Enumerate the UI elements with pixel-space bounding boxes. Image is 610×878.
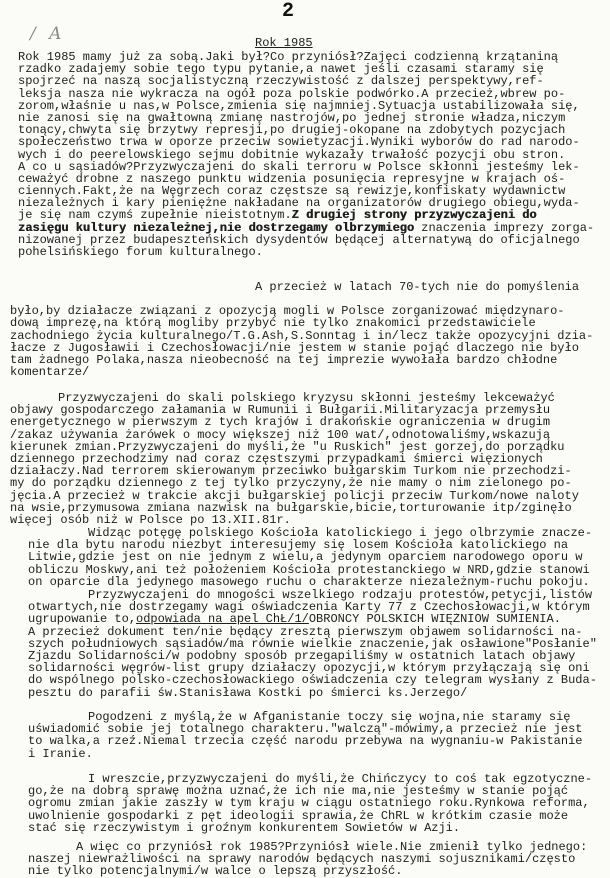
text-line: uświadomić sobie jej totalnego charakteru."walczą"-mówimy,a przecież nie jest: [28, 723, 583, 736]
text-line: do wspólnego polsko-czechosłowackiego oświadczenia czy telegram wysłany z Buda-: [28, 674, 597, 687]
text-line: niezależnych i kary pieniężne nakładane na organizatorów drugiego obiegu,wyda-: [18, 197, 580, 210]
text-line: komentarze/: [10, 366, 90, 379]
text-line: energetycznego w pierwszym z tych krajów i drakońskie ograniczenia w drugim: [10, 416, 551, 429]
text-line: /zakaz używania żarówek o mocy większej niż 100 wat/,odnotowaliśmy,wskazują: [10, 428, 551, 441]
paragraph: [10, 281, 610, 378]
page-title: Rok 1985: [255, 36, 313, 50]
text-line: I wreszcie,przyzwyczajeni do myśli,że Chińczycy to coś tak egzotyczne-: [88, 773, 593, 786]
emphasized-text: Z drugiej strony przyzwyczajeni do: [291, 209, 537, 222]
paragraph: [28, 773, 610, 834]
text-line: ciennych.Fakt,że na Węgrzech coraz częstsze są rewizje,konfiskaty wydawnictw: [18, 185, 566, 198]
text-line: my do porządku dziennego z tej tylko przyczyny,że nie mamy o nim zielonego po-: [10, 477, 572, 490]
text-line: było,by działacze związani z opozycją mogli w Polsce zorganizować międzynaro-: [10, 305, 565, 318]
text-line: nie zanosi się na gwałtowną zmianę nastrojów,po jednej stronie władza,niczym: [18, 111, 566, 125]
text-line: Pogodzeni z myślą,że w Afganistanie toczy się wojna,nie staramy się: [88, 711, 571, 724]
text-line: więcej osób niż w Polsce po 13.XII.81r.: [10, 513, 291, 527]
text-line: Zjazdu Solidarności/w podobny sposób przegapiliśmy w ostatnich latach objawy: [28, 649, 576, 663]
text-line: otwartych,nie dostrzegamy wagi oświadczenia Karty 77 z Czechosłowacji,w którym: [28, 601, 590, 614]
text-line: Przyzwyczajeni do mnogości wszelkiego rodzaju protestów,petycji,listów: [88, 589, 593, 602]
text-line: Litwie,gdzie jest on nie jednym z wielu,a jedynym oparciem narodowego oporu w: [28, 551, 583, 564]
text-line: nizowanej przez budapeszteńskich dysydentów będącej alternatywą do oficjalnego: [18, 233, 580, 246]
page-number: 2: [282, 0, 295, 23]
text-line: zorom,właśnie u nas,w Polsce,zmienia się najmniej.Sytuacja ustabilizowała się,: [18, 99, 580, 112]
text-line: nie dla bytu narodu niezbyt interesujemy się losem Kościoła katolickiego na: [28, 539, 569, 552]
text-line: Widząc potęgę polskiego Kościoła katolickiego i jego olbrzymie znacze-: [88, 527, 593, 540]
text-line: spojrzeć na naszą socjalistyczną rzeczywistość z dalszej perspektywy,ref-: [18, 75, 544, 88]
text-line: [28, 613, 610, 625]
text-line: tonący,chwyta się brzytwy represji,po drugiej-okopane na zdobytych pozycjach: [18, 124, 566, 137]
text-line: uwolnienie gospodarki z pęt ideologii sprawia,że ChRL w krótkim czasie może: [28, 809, 569, 822]
text-line: jęcia.A przecież w trakcie akcji bułgarskiej policji przeciw Turkom/nowe naloty: [10, 489, 579, 502]
handwritten-mark: / A: [30, 24, 66, 44]
text-line: kierunek zmian.Przyzwyczajeni do myśli,że "u Ruskich" jest gorzej,do porządku: [10, 440, 565, 453]
text-line: dziennego przechodzimy nad coraz częstszymi przypadkami śmierci więzionych: [10, 452, 543, 466]
text-line: łacze z Jugosławii i Czechosłowacji/nie jestem w stanie pojąć dlaczego nie było: [10, 341, 579, 354]
underlined-text: odpowiada na apel ChŁ/1/: [136, 613, 309, 626]
text-line: A przecież w latach 70-tych nie do pomyślenia: [255, 281, 580, 294]
text-line: on oparcie dla jedynego masowego ruchu o charakterze niezależnym-ruchu pokoju.: [28, 575, 590, 588]
text-line: stać się rzeczywistym i groźnym konkurentem Sowietów w Azji.: [28, 821, 461, 834]
text-line: obliczu Moskwy,ani też położeniem Kościoła protestanckiego w NRD,gdzie stanowi: [28, 563, 590, 576]
text-span: OBROŃCY POLSKICH WIĘŹNIÓW SUMIENIA.: [308, 613, 561, 626]
text-span: je się nam czymś zupełnie nieistotnym.: [18, 209, 292, 222]
text-line: [18, 209, 610, 221]
text-line: społeczeństwo trwa w oporze przeciw sowietyzacji.Wyniki wyborów do rad narodo-: [18, 136, 580, 149]
text-line: pesztu do parafii św.Stanisława Kostki po śmierci ks.Jerzego/: [28, 686, 468, 699]
text-line: to walka,a rzeź.Niemal trzecia część narodu przebywa na wygnaniu-w Pakistanie: [28, 735, 583, 748]
text-line: wych i do peerelowskiego sejmu dobitnie wykazały trwałość pozycji obu stron.: [18, 148, 566, 161]
text-line: ceważyć drobne z naszego punktu widzenia posunięcia represyjne w krajach oś-: [18, 172, 566, 186]
paragraph: [18, 51, 610, 258]
text-line: Rok 1985 mamy już za sobą.Jaki był?Co przyniósł?Zajęci codzienną krzątaniną: [18, 51, 559, 64]
text-line: tam żadnego Polaka,nasza nieobecność na tej imprezie wywołała bardzo chłodne: [10, 353, 558, 367]
text-line: A więc co przyniósł rok 1985?Przyniósł wiele.Nie zmienił tylko jednego:: [76, 841, 588, 854]
text-line: działaczy.Nad terrorem skierowanym przeciwko bułgarskim Turkom nie przechodzi-: [10, 465, 572, 478]
text-line: A przecież dokument ten/nie będący zresztą pierwszym objawem solidarności na-: [28, 625, 583, 638]
text-line: zachodniego życia kulturalnego/T.G.Ash,S.Sonntag i in/lecz także opozycyjni dzia-: [10, 329, 594, 342]
text-line: Przyzwyczajeni do skali polskiego kryzysu skłonni jesteśmy lekceważyć: [58, 392, 555, 405]
paragraph: [28, 841, 610, 878]
text-line: A co u sąsiadów?Przyzwyczajeni do skali terroru w Polsce skłonni jesteśmy lek-: [18, 160, 580, 173]
text-line: objawy gospodarczego załamania w Rumunii i Bułgarii.Militaryzacja przemysłu: [10, 404, 551, 417]
text-line: rzadko zadajemy sobie tego typu pytanie,a nawet jeśli czasami staramy się: [18, 63, 544, 76]
text-line: szych południowych sąsiadów/ma równie wielkie znaczenie,jak osławione"Posłanie": [28, 637, 597, 650]
text-line: pohelsińskiego forum kulturalnego.: [18, 246, 263, 259]
text-span: ugrupowanie to,: [28, 613, 137, 626]
paragraph: [28, 527, 610, 588]
text-line: na wsie,przymusowa zmiana nazwisk na bułgarskie,bicie,torturowanie itp/zginęło: [10, 501, 572, 514]
paragraph: [10, 392, 610, 526]
text-line: dową imprezę,na którą mogliby przybyć nie tylko znakomici przedstawiciele: [10, 317, 536, 330]
text-line: leksja nasza nie wykracza na ogół poza polskie podwórko.A przecież,wbrew po-: [18, 87, 566, 100]
text-line: naszej niewrażliwości na sprawy narodów będących naszymi sojusznikami/często: [28, 853, 576, 866]
text-line: go,że na dobrą sprawę można uznać,że ich nie ma,nie jesteśmy w stanie pojąć: [28, 785, 569, 798]
paragraph: [28, 589, 610, 699]
text-line: i Iranie.: [28, 747, 93, 760]
text-line: solidarności węgrów-list grupy działaczy opozycji,w którym przyłączają się oni: [28, 662, 590, 675]
paragraph: [28, 711, 610, 760]
text-line: [18, 222, 610, 234]
text-line: nie tylko potencjalnymi/w walce o lepszą przyszłość.: [28, 865, 403, 878]
text-span: znaczenia imprezy zorga-: [414, 221, 595, 234]
text-line: ogromu zmian jakie zaszły w tym kraju w ciągu ostatniego roku.Rynkowa reforma,: [28, 797, 590, 810]
emphasized-text: zasięgu kultury niezależnej,nie dostrzegamy olbrzymiego: [18, 221, 415, 234]
